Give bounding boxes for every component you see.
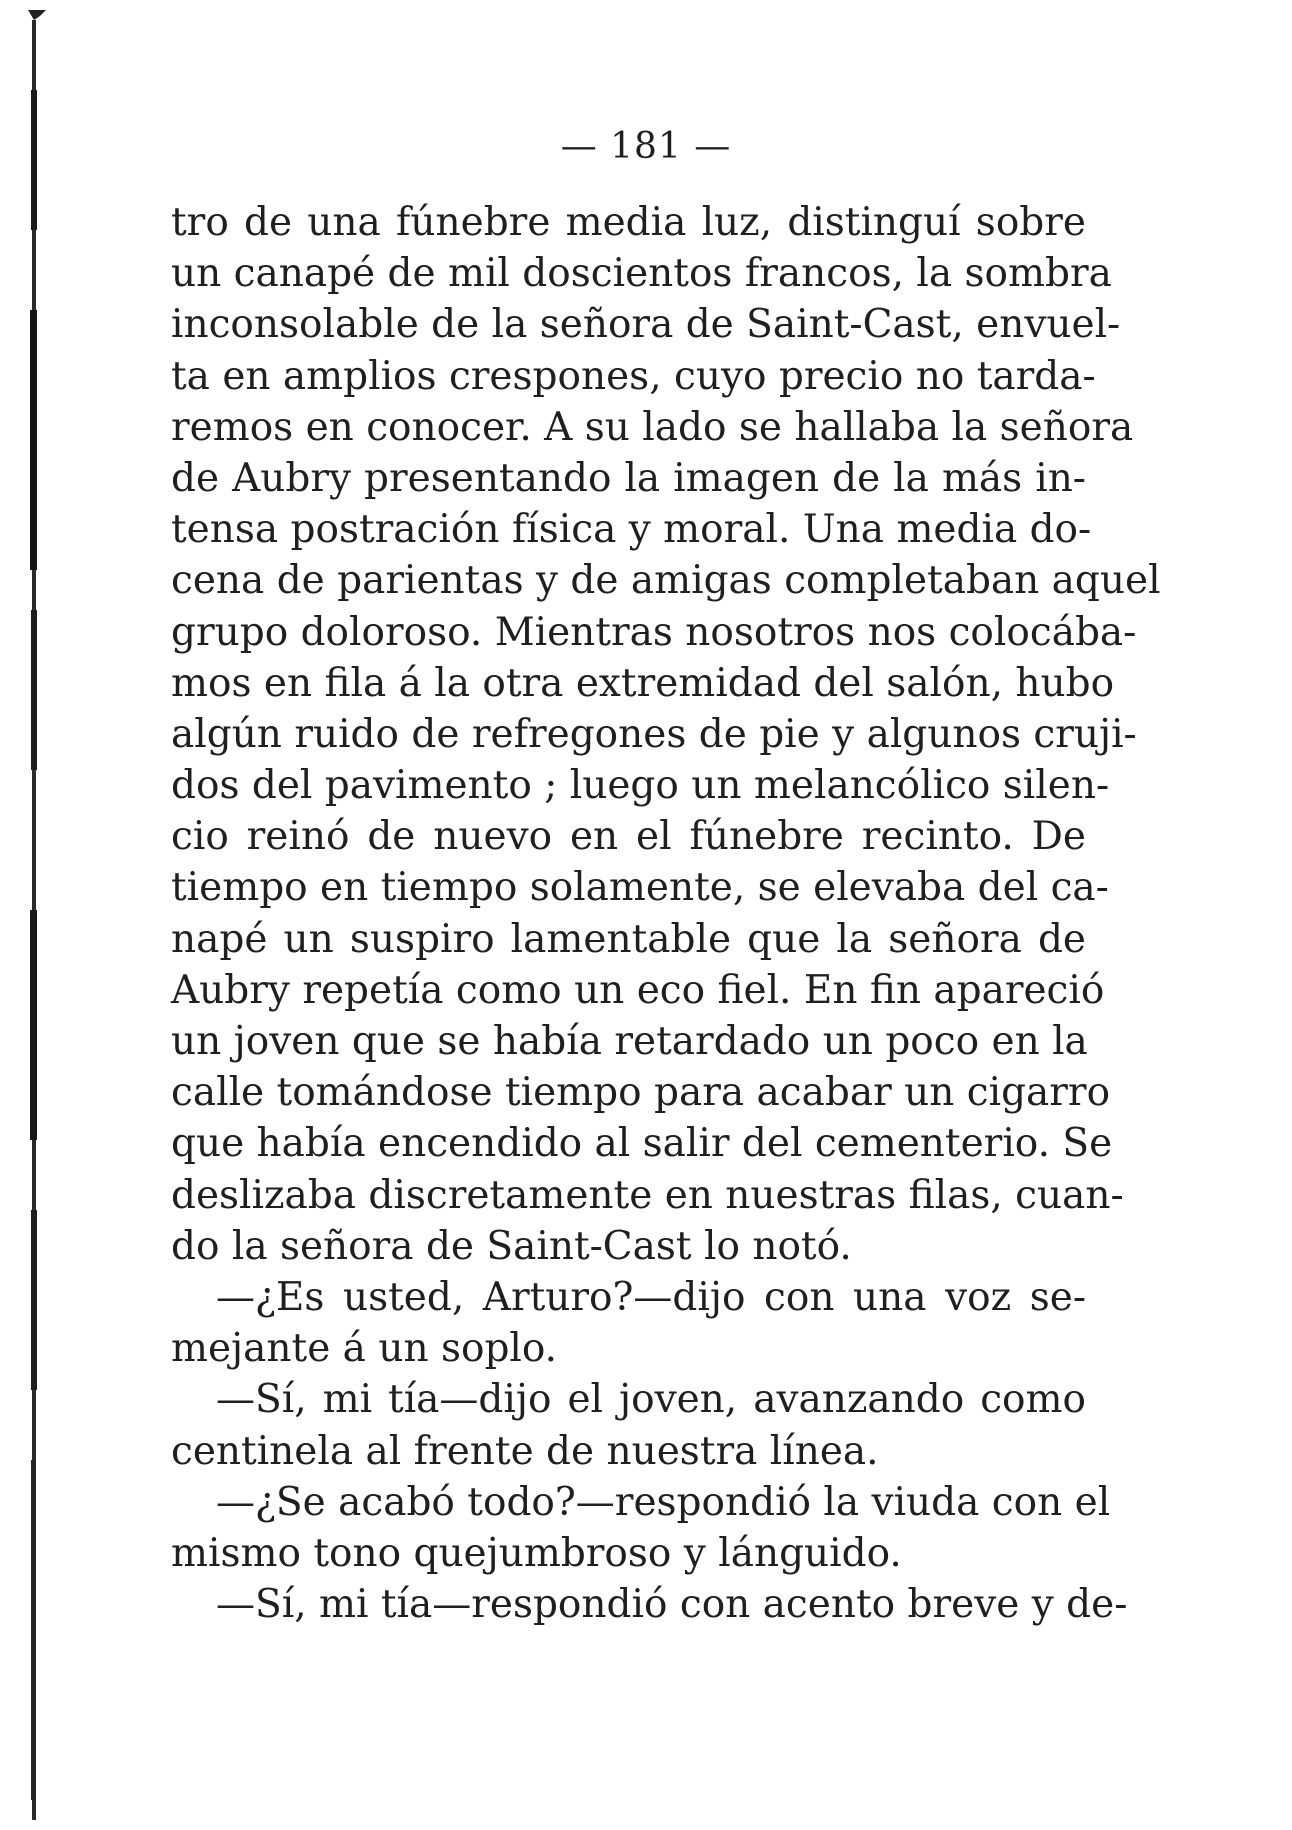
text-line: mismo tono quejumbroso y lánguido. — [171, 1530, 902, 1576]
text-line: un joven que se había retardado un poco en la — [171, 1019, 1088, 1064]
text-line: algún ruido de refregones de pie y algunos cruji- — [171, 711, 1137, 757]
text-line: mejante á un soplo. — [171, 1326, 558, 1372]
text-line: grupo doloroso. Mientras nosotros nos colocába- — [171, 609, 1137, 655]
text-line: tensa postración física y moral. Una media do- — [171, 507, 1092, 553]
page-binding-edge — [28, 10, 46, 1820]
text-line: cio reinó de nuevo en el fúnebre recinto. De — [171, 814, 1086, 860]
text-line: Aubry repetía como un eco fiel. En fin apareció — [171, 967, 1105, 1013]
text-line: —Sí, mi tía—respondió con acento breve y de- — [216, 1582, 1128, 1628]
body-text — [171, 197, 1161, 1630]
text-line: tiempo en tiempo solamente, se elevaba del ca- — [171, 865, 1109, 911]
text-line: napé un suspiro lamentable que la señora de — [171, 916, 1086, 962]
text-line: do la señora de Saint-Cast lo notó. — [171, 1223, 852, 1269]
text-line: —Sí, mi tía—dijo el joven, avanzando como — [216, 1377, 1086, 1423]
text-line: mos en fila á la otra extremidad del salón, hubo — [171, 660, 1115, 706]
page-number: — 181 — — [560, 126, 732, 167]
text-line: de Aubry presentando la imagen de la más in- — [171, 455, 1086, 501]
text-line: —¿Es usted, Arturo?—dijo con una voz se- — [216, 1274, 1086, 1320]
text-line: deslizaba discretamente en nuestras filas, cuan- — [171, 1172, 1124, 1218]
text-line: un canapé de mil doscientos francos, la sombra — [171, 251, 1112, 297]
text-line: inconsolable de la señora de Saint-Cast, envuel- — [171, 302, 1121, 348]
text-line: centinela al frente de nuestra línea. — [171, 1428, 879, 1474]
text-line: cena de parientas y de amigas completaban aquel — [171, 558, 1161, 604]
text-line: ta en amplios crespones, cuyo precio no tarda- — [171, 353, 1096, 399]
text-line: —¿Se acabó todo?—respondió la viuda con el — [216, 1479, 1111, 1525]
text-line: calle tomándose tiempo para acabar un cigarro — [171, 1070, 1111, 1116]
text-line: dos del pavimento ; luego un melancólico silen- — [171, 763, 1110, 809]
text-line: remos en conocer. A su lado se hallaba la señora — [171, 404, 1134, 450]
text-line: que había encendido al salir del cementerio. Se — [171, 1121, 1113, 1167]
text-line: tro de una fúnebre media luz, distinguí sobre — [171, 200, 1086, 245]
